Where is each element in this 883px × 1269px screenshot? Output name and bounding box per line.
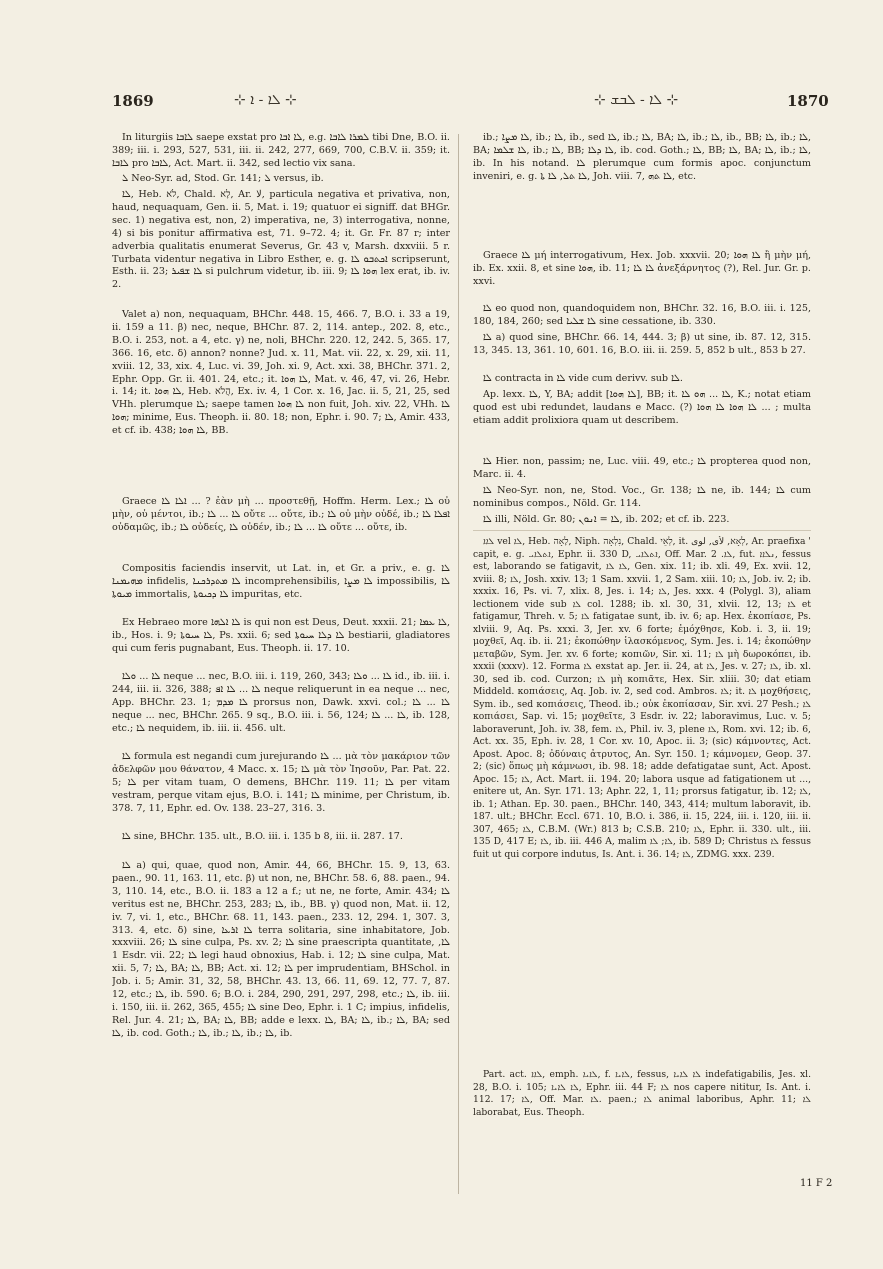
entry-paragraph: ܠܐ eo quod non, quandoquidem non, BHChr. 32. 16, B.O. iii. i. 125, 180, 184, 260; sed ܠܐ ܫܠܝܐ sine cessatione, ib. 330. (473, 303, 811, 327)
entry-paragraph: ܠܐܐ vel ܠܐ, Heb. לָאָה, Niph. נִלְאָה, Chald. לְאֵי, it. לְאָא, لأى, لوى, Ar. praefixa ' capit, e. g. ܐܬܠܐܝ, Ephr. ii. 330 D, ܐܬܠܐܝ, Off. Mar. ܠܐ. 2, fut. ܢܠܐܐ, fessus est, laborando se fatigavit, ܠܐ ܠܐ, Gen. xix. 11; ib. xli. 49, Ex. xvii. 12, xviii. 8; ܠܐ, Josh. xxiv. 13; 1 Sam. xxvii. 1, 2 Sam. xiii. 10; ܠܐ, Job. iv. 2; ib. xxxix. 16, Ps. vi. 7, xlix. 8, Jes. i. 14; ܠܐ, Jes. xxx. 4 (Polygl. 3), aliam lectionem vide sub ܠܐ col. 1288; ib. xl. 30, 31, xlvii. 12, 13; ܠܐ et fatigamur, Threh. v. 5; ܠܐ fatigatae sunt, ib. iv. 6; ap. Hex. ἐκοπίασε, Ps. xlviii. 9, Aq. Ps. xxxi. 3, Jer. xv. 6 forte; ἐμόχθησε, Kob. i. 3, ii. 19; μοχθεῖ, Aq. ib. ii. 21; ἐκοπώθην ἱλασκόμενος, Sym. Jes. i. 14; ἐκοπώθην μεταβῶν, Sym. Jer. xv. 6 forte; κοπιῶν, Sir. xi. 11; ܠܐ μὴ δωροκόπει, ib. xxxii (xxxv). 12. Forma ܠܐ exstat ap. Jer. ii. 24, at ܠܐ, Jes. v. 27; ܠܐ, ib. xl. 30, sed ib. cod. Curzon; ܠܐ μὴ κοπιᾶτε, Hex. Sir. xliii. 30; dat etiam Middeld. κοπιάσεις, Aq. Job. iv. 2, sed cod. Ambros. ܠܐ; it. ܠܐ μοχθήσεις, Sym. ib., sed κοπιάσεις, Theod. ib.; οὐκ ἐκοπίασαν, Sir. xvi. 27 Pesh.; ܠܐ κοπιάσει, Sap. vi. 15; μοχθεῖτε, 3 Esdr. iv. 22; laboravimus, Luc. v. 5; laboraverunt, Joh. iv. 38, fem. ܠܐ, Phil. iv. 3, plene ܠܐ, Rom. xvi. 12; ib. 6, Act. xx. 35, Eph. iv. 28, 1 Cor. xv. 10, Apoc. ii. 3; (sic) κάμνοντες, Act. Apost. Apoc. 8; ὀδύναις ἀτρυτος, An. Syr. 150. 1; κάμνομεν, Geop. 37. 2; (sic) ὅπως μὴ κάμνωσι, ib. 98. 18; adde defatigatae sunt, Act. Apost. Apoc. 15; ܠܐ, Act. Mart. ii. 194. 20; labora usque ad fatigationem ut ..., enitere ut, An. Syr. 171. 13; Aphr. 22, 1, 11; prorsus fatigatur, ib. 12; ܠܐ, ib. 1; Athan. Ep. 30. paen., BHChr. 140, 343, 414; multum laboravit, ib. 187. ult.; BHChr. Eccl. 671. 10, B.O. i. 386, ii. 15, 224, iii. i. 120, iii. ii. 307, 465; ܠܐ, C.B.M. (Wr.) 813 b; C.S.B. 210; ܠܐ, Ephr. ii. 330. ult., iii. 135 D, 417 E; ܠܐ, ib. iii. 446 A, malim ܠܐ; ܠܐ, ib. 589 D; Christus ܠܐ fessus fuit ut qui corpore indutus, Is. Ant. i. 36. 14; ܠܐ, ZDMG. xxx. 239. (473, 536, 811, 860)
entry-paragraph: In liturgiis ܠܐܒܐ saepe exstat pro ܠܐ ܐܒܐ, e.g. ܠܡܪܐ ܠܐܒܐ tibi Dne, B.O. ii. 389; iii. i. 293, 527, 531, iii. ii. 242, 277, 669, 700, C.B.V. ii. 359; it. ܠܐܒܐ pro ܠܐܒܐ, Act. Mart. ii. 342, sed lectio vix sana. (112, 132, 450, 169)
entry-paragraph: ܠ Neo-Syr. ad, Stod. Gr. 141; ܠ versus, ib. (122, 173, 324, 184)
entry-paragraph: ܠܐ a) quod sine, BHChr. 66. 14, 444. 3; β) ut sine, ib. 87. 12, 315. 13, 345. 13, 361. 10, 601. 16, B.O. iii. ii. 259. 5, 852 b ult., 853 b 27. (473, 332, 811, 356)
entry-paragraph: Compositis faciendis inservit, ut Lat. in, et Gr. a priv., e. g. ܠܐ ܡܗܝܡܢܐ infidelis, ܠܐ ܡܬܕܪܟܢܐ incomprehensibilis, ܠܐ ܡܨܐ impossibilis, ܠܐ ܡܝܘܬܐ immortalis, ܠܐ ܕܟܝܘܬܐ impuritas, etc. (112, 563, 450, 600)
entry-paragraph: ܠܐ illi, Nöld. Gr. 80; ܠܐ = ܐܢܘܢ, ib. 202; et cf. ib. 223. (483, 514, 730, 525)
left-page-number: 1869 (112, 92, 154, 110)
section-rule (473, 530, 811, 531)
entry-paragraph: Graece ܐܠܐ ܠܐ ... ? ἐὰν μὴ ... προστεθῇ, Hoffm. Herm. Lex.; ܠܐ οὐ μὴν, οὐ μέντοι, ib.; ܠܐ ... ܠܐ οὔτε ... οὔτε, ib.; ܠܐ οὐ μὴν οὐδέ, ib.; ܐܦܠܐ ܠܐ οὐδαμῶς, ib.; ܠܐ οὐδείς, ܠܐ οὐδέν, ib.; ܠܐ ... ܠܐ οὔτε ... οὔτε, ib. (112, 496, 450, 533)
entry-paragraph: ܠܐ formula est negandi cum jurejurando ܠܐ ... μὰ τὸν μακάριον τῶν ἀδελφῶν μου θάνατον, 4 Macc. x. 15; ܠܐ μὰ τὸν Ἰησοῦν, Par. Pat. 22. 5; ܠܐ per vitam tuam, O demens, BHChr. 119. 11; ܠܐ per vitam vestram, perque vitam ejus, B.O. i. 141; ܠܐ minime, per Christum, ib. 378. 7, 11, Ephr. ed. Ov. 138. 23–27, 316. 3. (112, 751, 450, 814)
entry-paragraph: ܠܐ, Heb. לֹא, Chald. לָא, Ar. لا, particula negativa et privativa, non, haud, nequaquam, Gen. ii. 5, Mat. i. 19; quatuor ei signiff. dat BHGr. sec. 1) negativa est, non, 2) imperativa, ne, 3) interrogativa, nonne, 4) si bis ponitur affirmativa est, 71. 9–72. 4; it. Gr. Fr. 87 r; inter adverbia qualitatis enumerat Severus, Gr. 43 v, Marsh. dxxviii. 5 r. Turbata videntur negativa in Libro Esther, e. g. ܐܟܬܒܘ ܠܐ scripserunt, Esth. ii. 23; ܠܐ ܫܦܝܪ si pulchrum videtur, ib. iii. 9; ܗܘܐ ܠܐ lex erat, ib. iv. 2. (112, 189, 450, 291)
right-running-head: ⊹ ܠܐ - ܠܒܫ ⊹ (594, 92, 679, 108)
entry-paragraph: ܠܐ contracta in ܠܐ vide cum derivv. sub ܠܐ. (483, 373, 683, 384)
left-running-head: ⊹ ܠܐ - ܐ ⊹ (234, 92, 297, 108)
entry-paragraph: ܠܐ Neo-Syr. non, ne, Stod. Voc., Gr. 138; ܠܐ ne, ib. 144; ܠܐ cum nominibus compos., Nöld. Gr. 114. (473, 485, 811, 509)
right-page-number: 1870 (787, 92, 829, 110)
entry-paragraph: Valet a) non, nequaquam, BHChr. 448. 15, 466. 7, B.O. i. 33 a 19, ii. 159 a 11. β) nec, neque, BHChr. 87. 2, 114. antep., 202. 8, etc., B.O. i. 253, not. a 4, etc. γ) ne, noli, BHChr. 220. 12, 242. 5, 365. 17, 366. 16, etc. δ) annon? nonne? Jud. x. 11, Mat. vii. 22, x. 29, xii. 11, xviii. 12, 33, xix. 4, Luc. vi. 39, Joh. xi. 9, Act. xxi. 38, BHChr. 371. 2, Ephr. Opp. Gr. ii. 401. 24, etc.; it. ܠܐ ܗܘܐ, Mat. v. 46, 47, vi. 26, Hebr. i. 14; it. ܠܐ ܗܘܐ, Heb. הֲלֹא, Ex. iv. 4, 1 Cor. x. 16, Jac. ii. 5, 21, 25, sed VHh. plerumque ܠܐ; saepe tamen ܠܐ ܗܘܐ non fuit, Joh. xiv. 22, VHh. ܠܐ ܗܘܐ; minime, Eus. Theoph. ii. 80. 18; non, Ephr. i. 90. 7; ܠܐ, Amir. 433, et cf. ib. 438; ܠܐ ܗܘܐ, BB. (112, 309, 450, 437)
entry-paragraph: ܠܐ a) qui, quae, quod non, Amir. 44, 66, BHChr. 15. 9, 13, 63. paen., 90. 11, 163. 11, etc. β) ut non, ne, BHChr. 58. 6, 88. paen., 94. 3, 110. 14, etc., B.O. ii. 183 a 12 a f.; ut ne, ne forte, Amir. 434; ܠܐ veritus est ne, BHChr. 253, 283; ܠܐ, ib., BB. γ) quod non, Mat. ii. 12, iv. 7, vi. 1, etc., BHChr. 68. 11, 143. paen., 233. 12, 294. 1, 307. 3, 313. 4, etc. δ) sine, ܠܐ ܐܪܥܐ terra solitaria, sine inhabitatore, Job. xxxviii. 26; ܠܐ sine culpa, Ps. xv. 2; ܠܐ sine praescripta quantitate, ܠܐ, 1 Esdr. vii. 22; ܠܐ legi haud obnoxius, Hab. i. 12; ܠܐ sine culpa, Mat. xii. 5, 7; ܠܐ, BA; ܠܐ, BB; Act. xi. 12; ܠܐ per imprudentiam, BHSchol. in Job. i. 5; Amir. 31, 32, 58, BHChr. 43. 13, 66. 11, 69. 12, 77. 7, 87. 12, etc.; ܠܐ, ib. 590. 6; B.O. i. 284, 290, 291, 297, 298, etc.; ܠܐ, ib. iii. i. 150, iii. ii. 262, 365, 455; ܠܐ sine Deo, Ephr. i. 1 C; impius, infidelis, Rel. Jur. 4. 21; ܠܐ, BA; ܠܐ, BB; adde e lexx. ܠܐ, BA; ܠܐ, ib.; ܠܐ, BA; sed ܠܐ, ib. cod. Goth.; ܠܐ, ib.; ܠܐ, ib.; ܠܐ, ib. (112, 860, 450, 1039)
entry-paragraph: ܠܐ Hier. non, passim; ne, Luc. viii. 49, etc.; ܠܐ propterea quod non, Marc. ii. 4. (473, 456, 811, 480)
entry-paragraph: Ex Hebraeo more ܠܐ ܐܠܗܐ is qui non est Deus, Deut. xxxii. 21; ܠܐ ܥܡܐ, ib., Hos. i. 9; ܠܐ ܚܝܘܬܐ, Ps. xxii. 6; sed ܠܐ ܕܠܐ ܚܝܘܬܐ bestiarii, gladiatores qui cum feris pugnabant, Eus. Theoph. ii. 17. 10. (112, 617, 450, 654)
column-divider (458, 134, 459, 1194)
entry-paragraph: ib.; ܠܐ ܡܨܐ, ib.; ܠܐ, ib., sed ܠܐ, ib.; ܠܐ, BA; ܠܐ, ib.; ܠܐ, ib., BB; ܠܐ, ib.; ܠܐ, BA; ܠܐ ܫܠܡܐ, ib.; ܠܐ, BB; ܠܐ ܕܠܐ, ib. cod. Goth.; ܠܐ, BB; ܠܐ, BA; ܠܐ, ib.; ܠܐ, ib. In his notand. ܠܐ plerumque cum formis apoc. conjunctum inveniri, e. g. ܠܐ ܬܠ, ܠܐ ܬܐ, Joh. viii. 7, ܠܐ ܬܗ, etc. (473, 132, 811, 182)
signature-mark: 11 F 2 (800, 1178, 833, 1189)
entry-paragraph: Ap. lexx. ܠܐ, Y, BA; addit [ܠܐ ܗܘܐ], BB; it. ܠܐ ... ܗܘ ܠܐ, K.; notat etiam quod est ubi redundet, laudans e Macc. (?) ܠܐ ܗܘܐ ܠܐ ܗܘܐ ... ; multa etiam addit prolixiora quam ut describem. (473, 389, 811, 426)
entry-paragraph: Graece ܠܐ μή interrogativum, Hex. Job. xxxvii. 20; ܠܐ ܗܘܐ ἢ μὴν μή, ib. Ex. xxii. 8, et sine ܗܘܐ, ib. 11; ܠܐ ܠܐ ἀνεξάρνητος (?), Rel. Jur. Gr. p. xxvi. (473, 250, 811, 287)
entry-paragraph: ܠܐ sine, BHChr. 135. ult., B.O. iii. i. 135 b 8, iii. ii. 287. 17. (122, 831, 403, 842)
entry-paragraph: Part. act. ܠܐܐ, emph. ܠܐܝܐ, f. ܠܐܝܐ, fessus, ܠܐ ܠܐܝܐ indefatigabilis, Jes. xl. 28, B.O. i. 105; ܠܐ ܠܐܝܐ, Ephr. iii. 44 F; ܠܐ nos capere nititur, Is. Ant. i. 112. 17; ܠܐ, Off. Mar. ܠܐ. paen.; ܠܐ animal laboribus, Aphr. 11; ܠܐ laborabat, Eus. Theoph. (473, 1069, 811, 1118)
entry-paragraph: ܠܐ ... ܘܠܐ neque ... nec, B.O. iii. i. 119, 260, 343; ܠܐ ... ܘܠܐ id., ib. iii. i. 244, iii. ii. 326, 388; ܠܐ ... ܠܐ ܐܦ neque reliquerunt in ea neque ... nec, App. BHChr. 23. 1; ܠܐ ܡܕܡ prorsus non, Dawk. xxvi. col.; ܠܐ ... ܠܐ neque ... nec, BHChr. 265. 9 sq., B.O. iii. i. 56, 124; ܠܐ ... ܠܐ, ib. 128, etc.; ܠܐ nequidem, ib. iii. ii. 456. ult. (112, 671, 450, 734)
right-column (473, 132, 811, 1135)
left-column (112, 132, 450, 1169)
